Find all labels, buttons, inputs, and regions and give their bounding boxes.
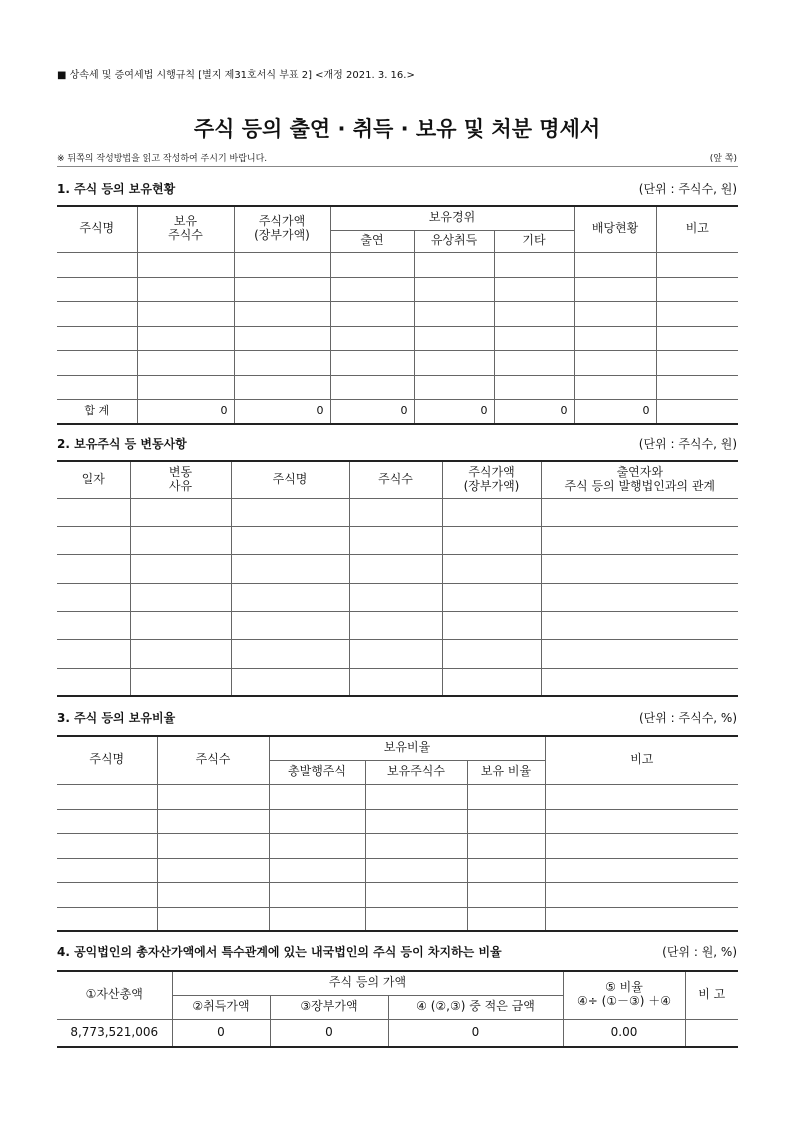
section4-unit: (단위 : 원, %) [662,945,737,959]
table-row [57,833,738,858]
total-value: 0 [574,399,656,424]
header-reason: 변동 사유 [130,461,231,498]
section1-unit: (단위 : 주식수, 원) [638,182,737,196]
holdings-table [57,205,738,425]
header-relation: 출연자와 주식 등의 발행법인과의 관계 [541,461,738,498]
table-row [57,277,738,301]
table-row [57,784,738,809]
section3-unit: (단위 : 주식수, %) [638,711,737,725]
table-row [57,526,738,554]
header-held-shares: 보유주식수 [365,760,467,784]
total-value: 0 [234,399,330,424]
lesser-value: 0 [388,1019,563,1047]
header-divider [57,166,738,167]
page-side-label: (앞 쪽) [709,154,737,164]
table-row [57,326,738,350]
header-stock-name: 주식명 [57,736,157,784]
page-title: 주식 등의 출연 · 취득 · 보유 및 처분 명세서 [193,117,601,141]
table-row [57,611,738,639]
book-value: 0 [270,1019,388,1047]
table-row [57,907,738,931]
header-total-issued: 총발행주식 [269,760,365,784]
header-remark: 비고 [656,206,738,252]
header-stock-count: 주식수 [157,736,269,784]
section2-unit: (단위 : 주식수, 원) [638,437,737,451]
header-stock-count: 주식수 [349,461,442,498]
total-row [57,399,738,424]
section4-title: 4. 공익법인의 총자산가액에서 특수관계에 있는 내국법인의 주식 등이 차지하는 비율 [57,945,502,959]
table-row [57,639,738,668]
header-stock-value: 주식가액 (장부가액) [234,206,330,252]
ratio-formula: ④÷ (①－③) ＋④ [576,994,672,1009]
total-value: 0 [330,399,414,424]
table-row [57,583,738,611]
header-date: 일자 [57,461,130,498]
total-value: 0 [494,399,574,424]
header-holding-count: 보유 주식수 [137,206,234,252]
ratio-value: 0.00 [563,1019,685,1047]
header-holding-route: 보유경위 [330,206,574,230]
section3-title: 3. 주식 등의 보유비율 [57,711,176,725]
total-assets-value: 8,773,521,006 [57,1019,172,1047]
header-dividend: 배당현황 [574,206,656,252]
header-stock-value: 주식가액 (장부가액) [442,461,541,498]
acquisition-value: 0 [172,1019,270,1047]
table-row [57,498,738,526]
section1-title: 1. 주식 등의 보유현황 [57,182,176,196]
table-row [57,882,738,907]
total-label: 합 계 [57,399,137,424]
changes-table [57,460,738,697]
header-total-assets: ①자산총액 [57,971,172,1019]
header-remark: 비고 [545,736,738,784]
table-row [57,350,738,375]
table-row [57,668,738,696]
total-value: 0 [414,399,494,424]
related-stock-ratio-table [57,970,738,1048]
table-row [57,252,738,277]
form-header-note: ■ 상속세 및 증여세법 시행규칙 [별지 제31호서식 부표 2] <개정 2021. 3. 16.> [57,70,415,81]
table-row [57,301,738,326]
instruction-note: ※ 뒤쪽의 작성방법을 읽고 작성하여 주시기 바랍니다. [57,154,268,164]
header-ratio [563,971,685,1019]
header-book-value: ③장부가액 [270,995,388,1019]
table-row [57,375,738,399]
remark-value [685,1019,738,1047]
table-row [57,1019,738,1047]
header-other: 기타 [494,230,574,252]
header-stock-name: 주식명 [231,461,349,498]
header-stock-value: 주식 등의 가액 [172,971,563,995]
holding-ratio-table [57,735,738,932]
header-acquisition: ②취득가액 [172,995,270,1019]
header-holding-ratio: 보유비율 [269,736,545,760]
header-ratio: 보유 비율 [467,760,545,784]
header-remark: 비 고 [685,971,738,1019]
header-stock-name: 주식명 [57,206,137,252]
header-paid-acquisition: 유상취득 [414,230,494,252]
table-row [57,809,738,833]
ratio-title: ⑤ 비율 [605,980,643,995]
header-contribution: 출연 [330,230,414,252]
header-lesser: ④ (②,③) 중 적은 금액 [388,995,563,1019]
section2-title: 2. 보유주식 등 변동사항 [57,437,187,451]
table-row [57,554,738,583]
total-value: 0 [137,399,234,424]
table-row [57,858,738,882]
